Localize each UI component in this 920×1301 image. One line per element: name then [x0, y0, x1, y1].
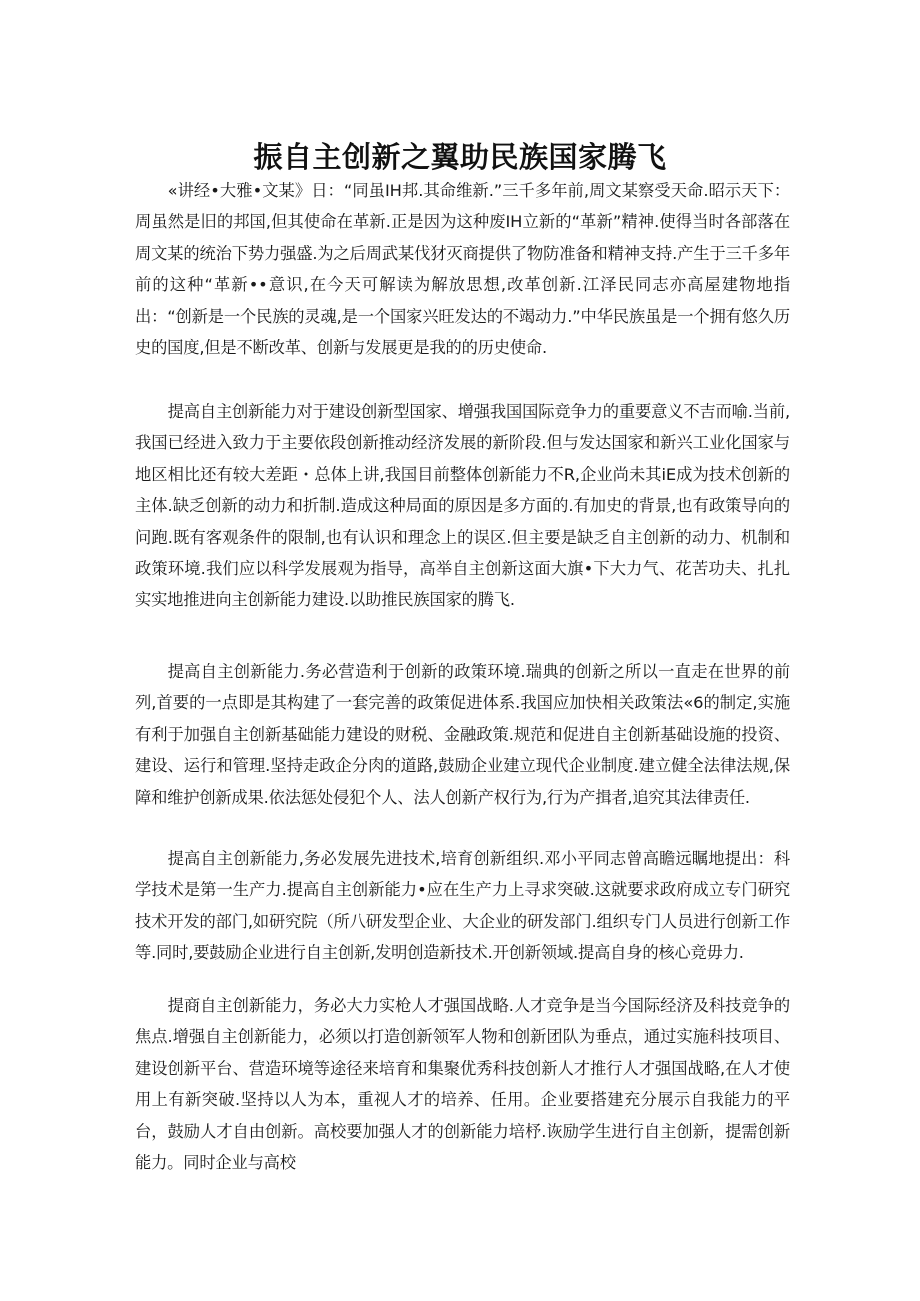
- paragraph-3: 提高自主创新能力.务必营造利于创新的政策环境.瑞典的创新之所以一直走在世界的前列,首要的一点即是其构建了一套完善的政策促进体系.我国应加快相关政策法«6的制定,实施有利于加强自主创新基础能力建设的财税、金融政策.规范和促进自主创新基础设施的投资、建设、运行和管理.坚持走政企分肉的道路,鼓励企业建立现代企业制度.建立健全法律法规,保障和维护创新成果.依法惩处侵犯个人、法人创新产权行为,行为产揖者,追究其法律责任.: [135, 662, 790, 807]
- document-title: 振自主创新之翼助民族国家腾飞: [253, 140, 667, 175]
- paragraph-4: 提高自主创新能力,务必发展先进技术,培育创新组织.邓小平同志曾高瞻远瞩地提出：科学技术是第一生产力.提高自主创新能力•应在生产力上寻求突破.这就要求政府成立专门研究技术开发的部门,如研究院（所八研发型企业、大企业的研发部门.组织专门人员进行创新工作等.同时,要鼓励企业进行自主创新,发明创造新技术.开创新领域.提高自身的核心竞毋力.: [135, 849, 790, 963]
- paragraph-1: «讲经•大雅•文某》日：“同虽IH邦.其命维新.”三千多年前,周文某察受天命.昭示天下：周虽然是旧的邦国,但其使命在革新.正是因为这种废IH立新的“革新”精神.使得当时各部落在周文某的统治下势力强盛.为之后周武某伐犲灭商提供了物防准备和精神支持.产生于三千多年前的这种“革新••意识,在今天可解读为解放思想,改革创新.江泽民同志亦高屋建物地指出：“创新是一个民族的灵魂,是一个国家兴旺发达的不竭动力.”中华民族虽是一个拥有悠久历史的国度,但是不断改革、创新与发展更是我的的历史使命.: [135, 181, 790, 358]
- paragraph-5: 提商自主创新能力，务必大力实枪人才强国战略.人才竞争是当今国际经济及科技竞争的焦点.增强自主创新能力，必须以打造创新领军人物和创新团队为垂点，通过实施科技项目、建设创新平台、营造环境等途径来培育和集聚优秀科技创新人才推行人才强国战略,在人才使用上有新突破.坚持以人为本，重视人才的培养、任用。企业要搭建充分展示自我能力的平台，鼓励人才自由创新。高校要加强人才的创新能力培杼.诙励学生进行自主创新，提需创新能力。同时企业与高校: [135, 996, 790, 1173]
- paragraph-2: 提高自主创新能力对于建设创新型国家、增强我国国际竞争力的重要意义不吉而喻.当前,我国已经进入致力于主要依段创新推动经济发展的新阶段.但与发达国家和新兴工业化国家与地区相比还有较大差距・总体上讲,我国目前整体创新能力不R,企业尚未其iE成为技术创新的主体.缺乏创新的动力和折制.造成这种局面的原因是多方面的.有加史的背景,也有政策导向的问跑.既有客观条件的限制,也有认识和理念上的误区.但主要是缺乏自主创新的动力、机制和政策环境.我们应以科学发展观为指导，高举自主创新这面大旗•下大力气、花苦功夫、扎扎实实地推进向主创新能力建设.以助推民族国家的腾飞.: [135, 402, 790, 610]
